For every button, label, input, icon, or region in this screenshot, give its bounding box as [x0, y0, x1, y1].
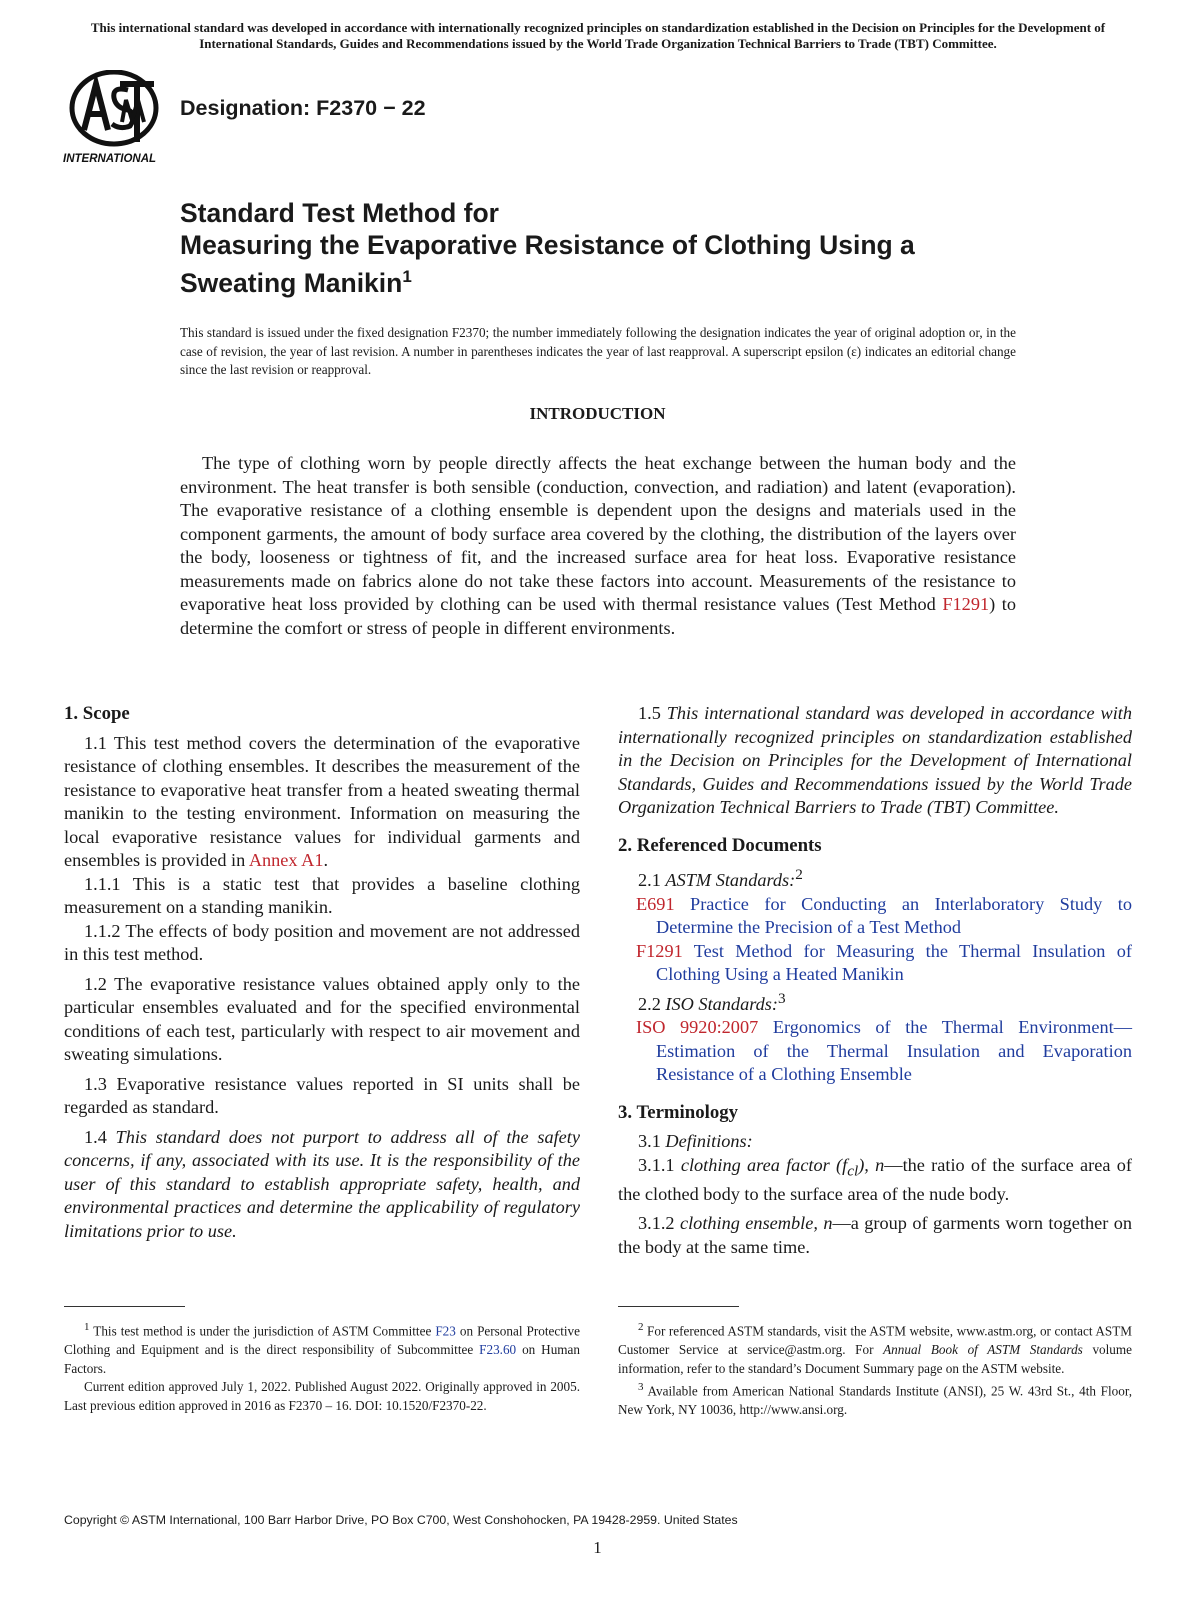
footnote-1: $^1$ This test method is under the jurisdiction of ASTM Committee F23 on Personal Protective Clothing and Equipment and is the direct responsibility of Subcommittee F23.60 on Human Factors.: [64, 1321, 580, 1376]
document-title: [180, 197, 1060, 299]
reference-iso-9920[interactable]: ISO 9920:2007 Ergonomics of the Thermal Environment—Estimation of the Thermal Insulation and Evaporation Resistance of a Clothing Ensemble: [636, 1017, 1132, 1085]
title-line-3: Sweating Manikin$^1$: [180, 267, 412, 298]
section-scope-heading: 1. Scope: [64, 703, 130, 724]
logo-text: INTERNATIONAL: [63, 153, 157, 165]
issued-note: This standard is issued under the fixed designation F2370; the number immediately following the designation indicates the year of original adoption or, in the case of revision, the year of last revision. A number in parentheses indicates the year of last reapproval. A superscript epsilon (ε) indicates an editorial change since the last revision or reapproval.: [180, 325, 1016, 378]
astm-standards-label: 2.1 ASTM Standards:$^2$: [638, 866, 803, 891]
para-1-5: 1.5 This international standard was developed in accordance with internationally recognized principles on standardization established in the Decision on Principles for the Development of International Standards, Guides and Recommendations issued by the World Trade Organization Technical Barriers to Trade (TBT) Committee.: [618, 703, 1133, 817]
copyright: Copyright © ASTM International, 100 Barr Harbor Drive, PO Box C700, West Conshohocken, PA 19428-2959. United States: [64, 1513, 738, 1527]
footnote-divider-left: [64, 1306, 185, 1307]
top-notice: This international standard was developed in accordance with internationally recognized principles on standardization established in the Decision on Principles for the Development of International Standards, Guides and Recommendations issued by the World Trade Organization Technical Barriers to Trade (TBT) Committee.: [90, 20, 1106, 51]
title-footnote-mark: 1: [402, 267, 412, 286]
title-line-2: Measuring the Evaporative Resistance of Clothing Using a: [180, 230, 915, 260]
section-terminology-heading: 3. Terminology: [618, 1101, 739, 1123]
term-clothing-area-factor: 3.1.1 clothing area factor $(f_{cl})$, n—the ratio of the surface area of the clothed body to the surface area of the nude body.: [618, 1154, 1132, 1204]
link-annex-a1[interactable]: Annex A1: [248, 850, 324, 870]
section-referenced-heading: 2. Referenced Documents: [618, 834, 822, 856]
iso-standards-label: 2.2 ISO Standards:$^3$: [638, 989, 786, 1014]
link-f23-60[interactable]: F23.60: [479, 1341, 517, 1357]
term-clothing-ensemble: 3.1.2 clothing ensemble, n—a group of garments worn together on the body at the same time.: [618, 1213, 1132, 1257]
link-f23[interactable]: F23: [435, 1323, 456, 1339]
right-column: [618, 702, 1132, 1259]
astm-logo-icon: [62, 70, 170, 166]
footnote-1-edition: Current edition approved July 1, 2022. Published August 2022. Originally approved in 2005. Last previous edition approved in 2016 as F2370 – 16. DOI: 10.1520/F2370-22.: [64, 1379, 580, 1413]
para-1-1: 1.1 This test method covers the determination of the evaporative resistance of clothing ensembles. It describes the measurement of the resistance to evaporative heat transfer from a heated sweating thermal manikin to the testing environment. Information on measuring the local evaporative resistance values for individual garments and ensembles is provided in Annex A1.: [64, 732, 580, 870]
reference-e691[interactable]: E691 Practice for Conducting an Interlaboratory Study to Determine the Precision of a Test Method: [636, 893, 1132, 938]
footnotes-right: [618, 1318, 1132, 1420]
astm-logo: [62, 70, 170, 166]
link-f1291[interactable]: F1291: [942, 594, 990, 614]
para-1-1-1: 1.1.1 This is a static test that provides a baseline clothing measurement on a standing manikin.: [64, 873, 580, 917]
title-line-1: Standard Test Method for: [180, 198, 499, 228]
footnote-2: $^2$ For referenced ASTM standards, visit the ASTM website, www.astm.org, or contact ASTM Customer Service at service@astm.org. For Annual Book of ASTM Standards volume information, refer to the standard’s Document Summary page on the ASTM website.: [618, 1321, 1132, 1376]
footnotes-left: [64, 1318, 580, 1415]
introduction-text: The type of clothing worn by people directly affects the heat exchange between the human body and the environment. The heat transfer is both sensible (conduction, convection, and radiation) and latent (evaporation). The evaporative resistance of a clothing ensemble is dependent upon the designs and materials used in the component garments, the amount of body surface area covered by the clothing, the distribution of the layers over the body, looseness or tightness of fit, and the increased surface area for heat loss. Evaporative resistance measurements made on fabrics alone do not take these factors into account. Measurements of the resistance to evaporative heat loss provided by clothing can be used with thermal resistance values (Test Method F1291) to determine the comfort or stress of people in different environments.: [180, 453, 1016, 638]
introduction-heading: INTRODUCTION: [529, 404, 666, 423]
reference-f1291[interactable]: F1291 Test Method for Measuring the Thermal Insulation of Clothing Using a Heated Manikin: [636, 940, 1132, 985]
para-1-4: 1.4 This standard does not purport to address all of the safety concerns, if any, associated with its use. It is the responsibility of the user of this standard to establish appropriate safety, health, and environmental practices and determine the applicability of regulatory limitations prior to use.: [64, 1126, 580, 1241]
left-column: [64, 702, 580, 1243]
para-1-2: 1.2 The evaporative resistance values obtained apply only to the particular ensembles evaluated and for the specified environmental conditions of each test, particularly with respect to air movement and sweating simulations.: [64, 973, 580, 1064]
footnote-divider-right: [618, 1306, 739, 1307]
designation: Designation: F2370 − 22: [180, 96, 426, 120]
para-1-1-2: 1.1.2 The effects of body position and movement are not addressed in this test method.: [64, 920, 580, 964]
definitions-label: 3.1 Definitions:: [638, 1131, 753, 1152]
para-1-3: 1.3 Evaporative resistance values reported in SI units shall be regarded as standard.: [64, 1073, 580, 1117]
footnote-3: $^3$ Available from American National Standards Institute (ANSI), 25 W. 43rd St., 4th Floor, New York, NY 10036, http://www.ansi.org.: [618, 1381, 1132, 1418]
page-number: 1: [593, 1538, 602, 1557]
